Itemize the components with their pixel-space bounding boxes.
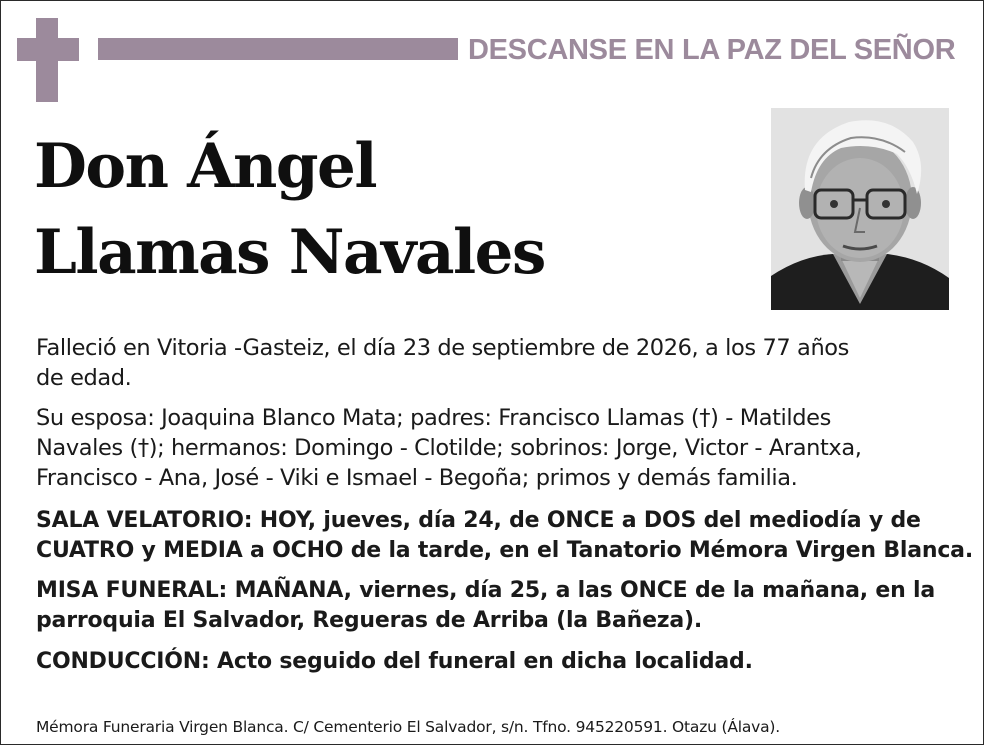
funeral-paragraph — [36, 576, 948, 636]
deceased-name-line-1: Don Ángel — [34, 131, 376, 202]
family-paragraph — [36, 403, 948, 493]
text-line: Navales (†); hermanos: Domingo - Clotilde; sobrinos: Jorge, Victor - Arantxa, — [36, 435, 862, 461]
text-line: Francisco - Ana, José - Viki e Ismael - Begoña; primos y demás familia. — [36, 465, 798, 491]
death-paragraph — [36, 333, 948, 393]
funeral-home-footer: Mémora Funeraria Virgen Blanca. C/ Cementerio El Salvador, s/n. Tfno. 945220591. Otazu (Álava). — [36, 718, 780, 736]
portrait-photo — [771, 108, 949, 310]
text-line: CUATRO y MEDIA a OCHO de la tarde, en el Tanatorio Mémora Virgen Blanca. — [36, 538, 973, 563]
text-line: parroquia El Salvador, Regueras de Arriba (la Bañeza). — [36, 608, 703, 633]
header-rule — [98, 38, 458, 60]
text-line: CONDUCCIÓN: Acto seguido del funeral en dicha localidad. — [36, 649, 753, 674]
wake-paragraph — [36, 506, 973, 566]
text-line: Falleció en Vitoria -Gasteiz, el día 23 de septiembre de 2026, a los 77 años — [36, 335, 849, 361]
text-line: MISA FUNERAL: MAÑANA, viernes, día 25, a las ONCE de la mañana, en la — [36, 578, 935, 603]
cross-icon-arm — [17, 38, 79, 61]
text-line: de edad. — [36, 365, 132, 391]
text-line: SALA VELATORIO: HOY, jueves, día 24, de ONCE a DOS del mediodía y de — [36, 508, 921, 533]
header-tagline: DESCANSE EN LA PAZ DEL SEÑOR — [468, 34, 956, 66]
deceased-name-line-2: Llamas Navales — [34, 217, 545, 288]
text-line: Su esposa: Joaquina Blanco Mata; padres: Francisco Llamas (†) - Matildes — [36, 405, 831, 431]
procession-paragraph — [36, 647, 948, 677]
